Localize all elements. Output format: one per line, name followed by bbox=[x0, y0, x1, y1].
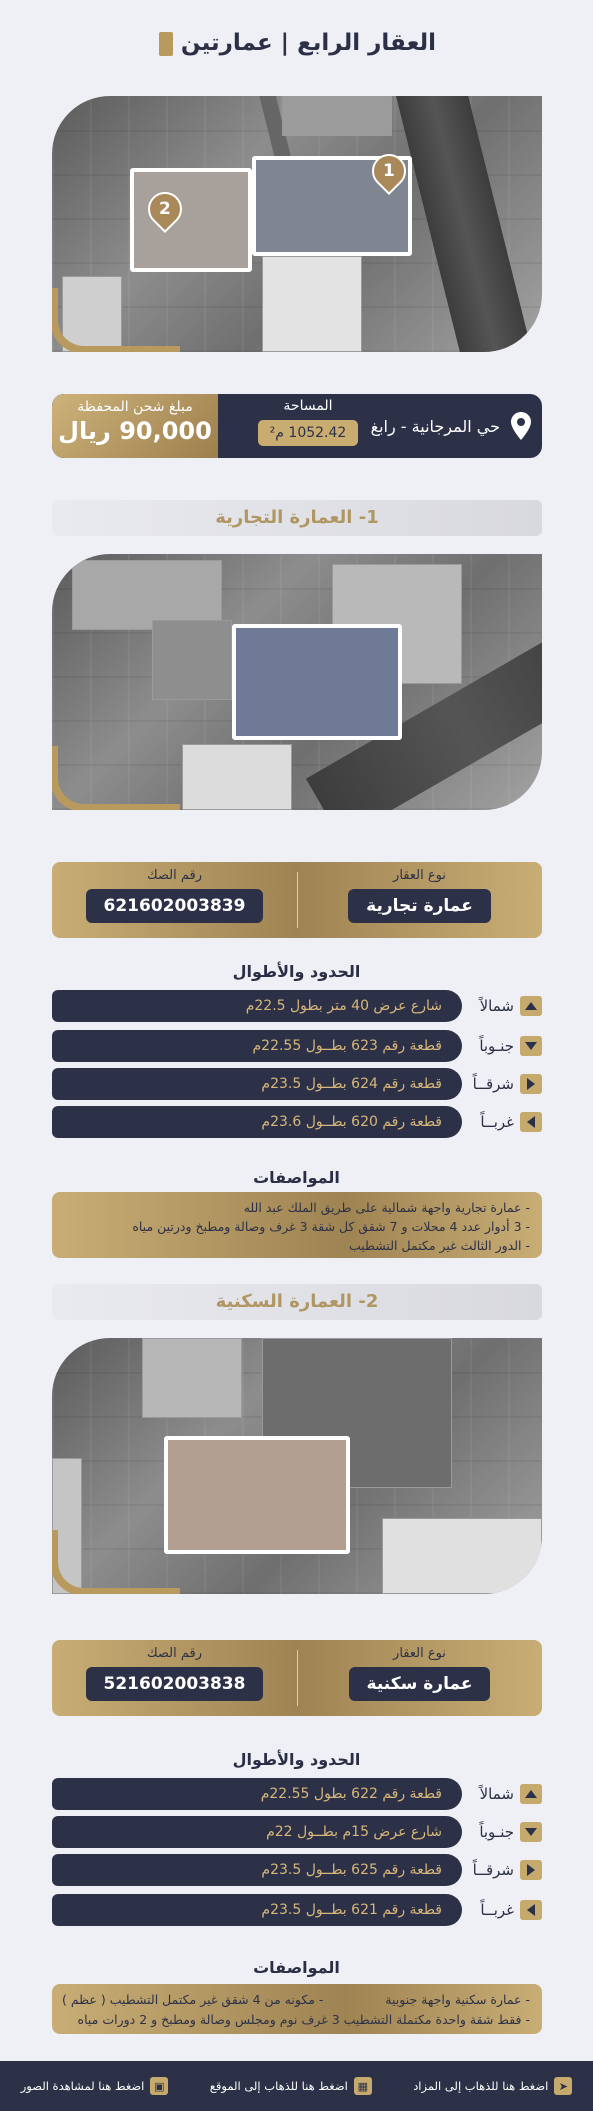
deed-number-label: رقم الصك bbox=[146, 1646, 203, 1661]
bounds-heading: الحدود والأطوال bbox=[232, 1750, 361, 1769]
view-photos-link[interactable] bbox=[21, 2077, 169, 2095]
bound-direction: غربــاً bbox=[480, 1113, 514, 1131]
section-title-residential: 2- العمارة السكنية bbox=[52, 1284, 542, 1320]
cursor-icon: ➤ bbox=[554, 2077, 572, 2095]
bound-row-east bbox=[52, 1068, 542, 1100]
arrow-right-icon bbox=[520, 1860, 542, 1880]
deed-number-col bbox=[52, 1646, 297, 1701]
location-box[interactable] bbox=[371, 394, 532, 458]
divider bbox=[297, 1650, 298, 1706]
area-box bbox=[248, 398, 368, 446]
specs-heading: المواصفات bbox=[253, 1168, 340, 1187]
bound-direction: شمالاً bbox=[479, 997, 514, 1015]
building-2-outline bbox=[130, 168, 252, 272]
bound-row-south bbox=[52, 1030, 542, 1062]
property-type-col bbox=[297, 1646, 542, 1701]
gold-corner-frame bbox=[52, 746, 180, 810]
price-label: مبلغ شحن المحفظة bbox=[77, 399, 193, 415]
wallet-charge-box bbox=[52, 394, 218, 458]
deed-number-value: 521602003838 bbox=[86, 1667, 264, 1701]
commercial-specs-box bbox=[52, 1192, 542, 1258]
spec-line: - عمارة تجارية واجهة شمالية على طريق الملك عبد الله bbox=[243, 1200, 530, 1215]
bound-row-west bbox=[52, 1894, 542, 1926]
residential-building-outline bbox=[164, 1436, 350, 1554]
title-accent-mark bbox=[159, 32, 173, 56]
page-title bbox=[0, 30, 593, 56]
arrow-right-icon bbox=[520, 1074, 542, 1094]
property-type-value: عمارة تجارية bbox=[348, 889, 491, 923]
arrow-left-icon bbox=[520, 1900, 542, 1920]
specs-heading: المواصفات bbox=[253, 1958, 340, 1977]
bound-direction: جنـوباً bbox=[479, 1823, 514, 1841]
bound-value: شارع عرض 15م بطــول 22م bbox=[52, 1816, 462, 1848]
location-text: حي المرجانية - رابغ bbox=[370, 416, 500, 436]
deed-number-col bbox=[52, 868, 297, 923]
bound-direction: شرقــاً bbox=[472, 1075, 514, 1093]
arrow-down-icon bbox=[520, 1036, 542, 1056]
spec-line: - فقط شقة واحدة مكتملة التشطيب 3 غرف نوم ومجلس وصالة ومطبخ و 2 دورات مياه bbox=[77, 2012, 530, 2027]
bound-value: شارع عرض 40 متر بطول 22.5م bbox=[52, 990, 462, 1022]
footer-links-bar bbox=[0, 2061, 593, 2111]
bounds-heading: الحدود والأطوال bbox=[232, 962, 361, 981]
property-type-value: عمارة سكنية bbox=[349, 1667, 491, 1701]
building-1-pin-icon: 1 bbox=[365, 147, 413, 195]
arrow-up-icon bbox=[520, 1784, 542, 1804]
bound-direction: جنـوباً bbox=[479, 1037, 514, 1055]
area-label: المساحة bbox=[283, 398, 333, 414]
bound-row-north bbox=[52, 990, 542, 1022]
section-title-commercial: 1- العمارة التجارية bbox=[52, 500, 542, 536]
bound-row-west bbox=[52, 1106, 542, 1138]
spec-line: - 3 أدوار عدد 4 محلات و 7 شقق كل شقة 3 غرف وصالة ومطبخ ودرتين مياه bbox=[132, 1219, 530, 1234]
title-text: العقار الرابع | عمارتين bbox=[180, 30, 437, 56]
commercial-building-outline bbox=[232, 624, 402, 740]
bound-value: قطعة رقم 620 بطــول 23.6م bbox=[52, 1106, 462, 1138]
spec-line: - مكونه من 4 شقق غير مكتمل التشطيب ( عظم ) bbox=[62, 1992, 324, 2007]
property-type-label: نوع العقار bbox=[393, 868, 446, 883]
bound-value: قطعة رقم 623 بطــول 22.55م bbox=[52, 1030, 462, 1062]
price-value: 90,000 ريال bbox=[58, 417, 212, 445]
residential-deed-panel bbox=[52, 1640, 542, 1716]
arrow-up-icon bbox=[520, 996, 542, 1016]
residential-specs-box bbox=[52, 1984, 542, 2034]
photos-link-text: اضغط هنا لمشاهدة الصور bbox=[20, 2079, 145, 2093]
deed-number-value: 621602003839 bbox=[86, 889, 264, 923]
aerial-photo-commercial[interactable] bbox=[52, 554, 542, 810]
area-value: 1052.42 م² bbox=[258, 420, 358, 446]
spec-line: - الدور الثالث غير مكتمل التشطيب bbox=[348, 1238, 530, 1253]
building-2-pin-icon: 2 bbox=[141, 185, 189, 233]
arrow-down-icon bbox=[520, 1822, 542, 1842]
spec-line: - عمارة سكنية واجهة جنوبية bbox=[385, 1992, 530, 2007]
map-icon: ▦ bbox=[354, 2077, 372, 2095]
aerial-photo-overview[interactable] bbox=[52, 96, 542, 352]
location-link-text: اضغط هنا للذهاب إلى الموقع bbox=[209, 2079, 348, 2093]
auction-link-text: اضغط هنا للذهاب إلى المزاد bbox=[413, 2079, 549, 2093]
bound-direction: شرقــاً bbox=[472, 1861, 514, 1879]
arrow-left-icon bbox=[520, 1112, 542, 1132]
location-pin-icon bbox=[510, 411, 532, 441]
go-to-auction-link[interactable] bbox=[413, 2077, 572, 2095]
bound-direction: غربــاً bbox=[480, 1901, 514, 1919]
bound-value: قطعة رقم 625 بطــول 23.5م bbox=[52, 1854, 462, 1886]
image-icon: ▣ bbox=[150, 2077, 168, 2095]
divider bbox=[297, 872, 298, 928]
property-type-col bbox=[297, 868, 542, 923]
aerial-photo-residential[interactable] bbox=[52, 1338, 542, 1594]
deed-number-label: رقم الصك bbox=[146, 868, 203, 883]
property-type-label: نوع العقار bbox=[393, 1646, 446, 1661]
bound-row-east bbox=[52, 1854, 542, 1886]
bound-value: قطعة رقم 621 بطــول 23.5م bbox=[52, 1894, 462, 1926]
bound-value: قطعة رقم 622 بطول 22.55م bbox=[52, 1778, 462, 1810]
bound-direction: شمالاً bbox=[479, 1785, 514, 1803]
go-to-location-link[interactable] bbox=[210, 2077, 372, 2095]
property-info-bar bbox=[52, 394, 542, 458]
bound-row-north bbox=[52, 1778, 542, 1810]
bound-row-south bbox=[52, 1816, 542, 1848]
bound-value: قطعة رقم 624 بطــول 23.5م bbox=[52, 1068, 462, 1100]
commercial-deed-panel bbox=[52, 862, 542, 938]
